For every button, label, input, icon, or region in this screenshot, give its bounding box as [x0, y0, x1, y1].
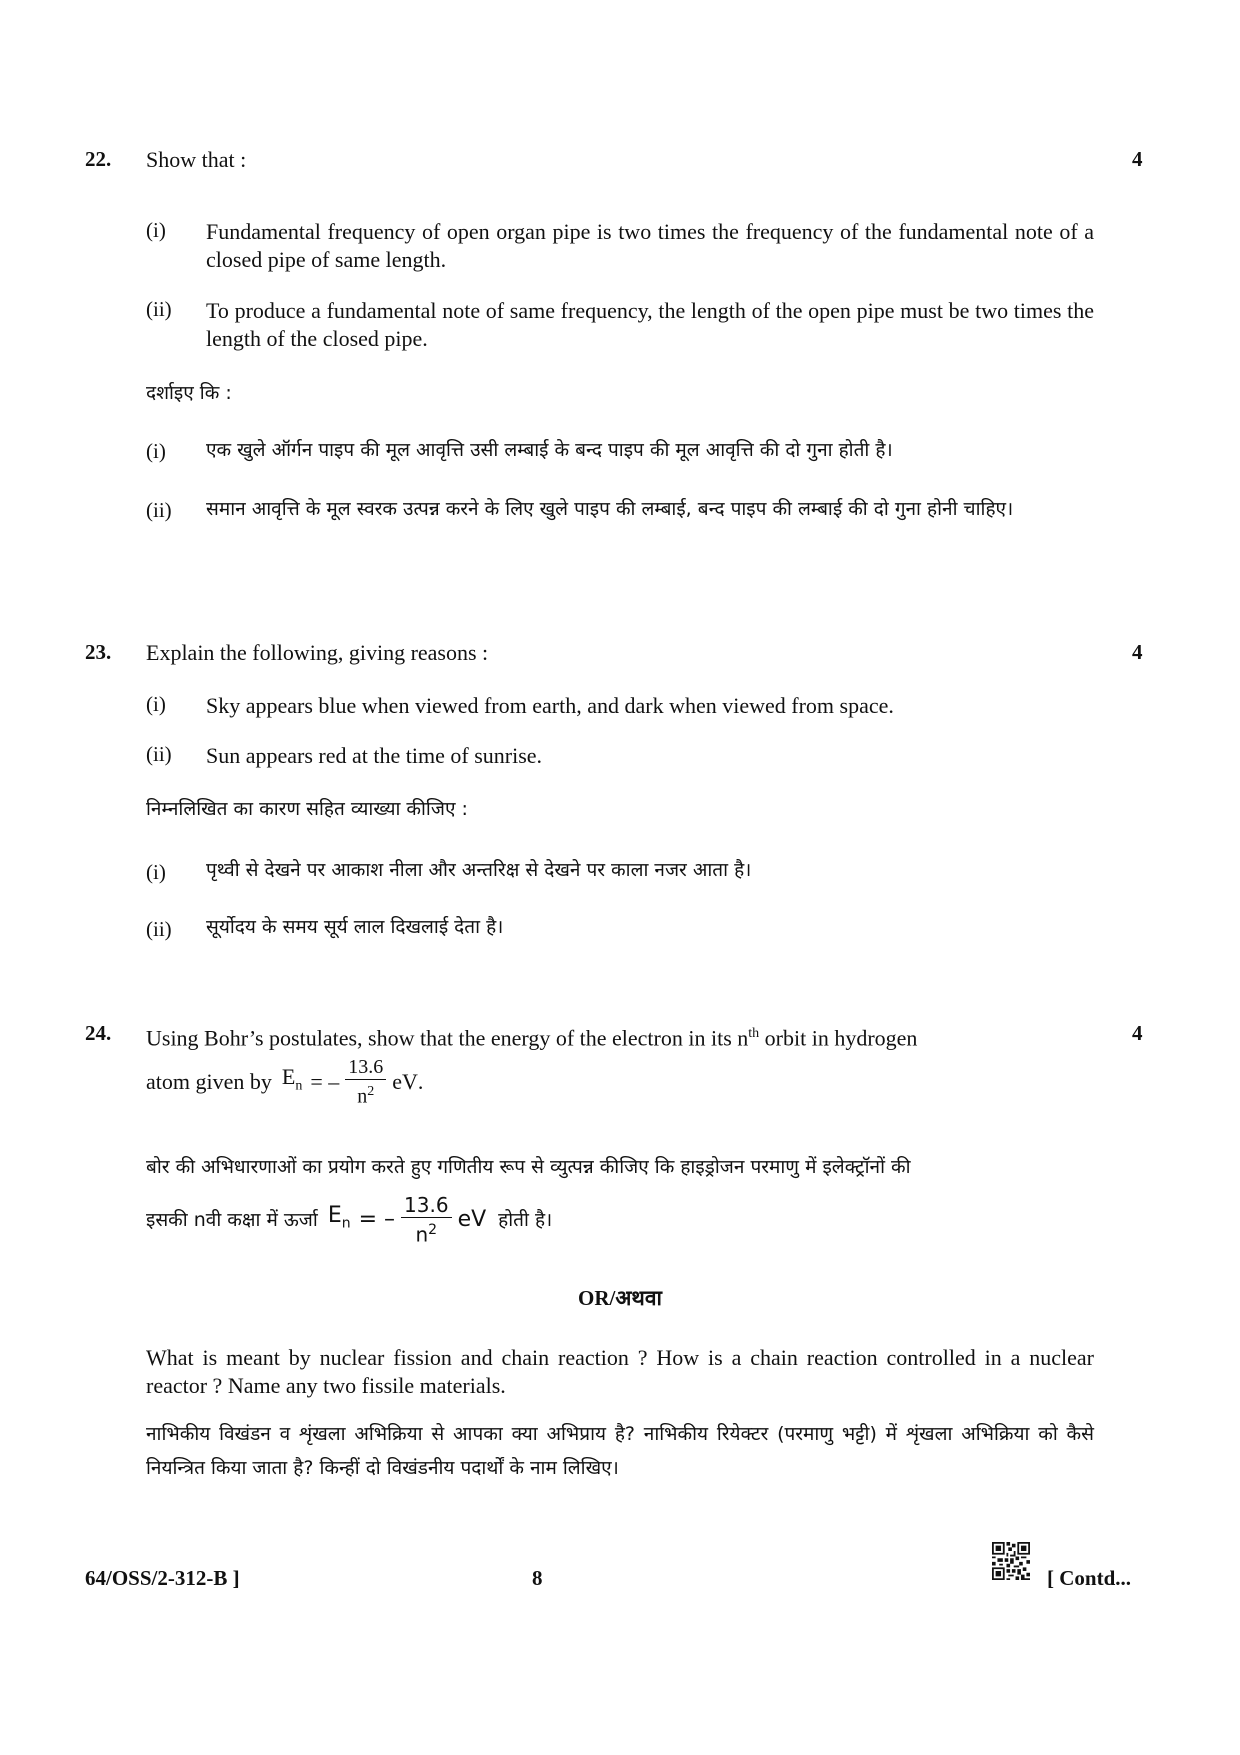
question-24-number: 24. [85, 1021, 112, 1045]
question-24-marks: 4 [1132, 1021, 1143, 1045]
q24-line1-end: orbit in hydrogen [759, 1025, 918, 1051]
question-22-number: 22. [85, 147, 112, 171]
q23-hi-item-ii-text: सूर्योदय के समय सूर्य लाल दिखलाई देता है। [206, 916, 504, 938]
q24-formula-line-hi [146, 1190, 552, 1250]
q23-item-ii-label: (ii) [146, 742, 172, 766]
formula-numerator-hi: 13.6 [401, 1193, 452, 1218]
formula-numerator: 13.6 [345, 1055, 386, 1080]
q24-formula-prefix: atom given by [146, 1069, 272, 1094]
question-22-marks: 4 [1132, 147, 1143, 171]
q24-alternative-en: What is meant by nuclear fission and chain reaction ? How is a chain reaction controlled in a nuclear reactor ? Name any two fissile materials. [146, 1345, 1094, 1398]
formula-period: . [417, 1069, 424, 1094]
formula-equals: = – [310, 1069, 340, 1094]
formula-denominator: $n^2$ [357, 1084, 375, 1108]
formula-fraction-hi [401, 1193, 452, 1247]
q22-hi-item-i-text: एक खुले ऑर्गन पाइप की मूल आवृत्ति उसी लम्बाई के बन्द पाइप की मूल आवृत्ति की दो गुना होती है। [206, 439, 893, 461]
formula-lhs-hi: $E_n$ [327, 1203, 351, 1232]
energy-formula [282, 1055, 424, 1109]
q22-item-i-text: Fundamental frequency of open organ pipe is two times the frequency of the fundamental note of a closed pipe of same length. [206, 219, 1094, 272]
q23-item-ii-text: Sun appears red at the time of sunrise. [206, 743, 543, 768]
formula-equals-hi: = – [358, 1207, 396, 1232]
q24-hi-formula-prefix: इसकी nवी कक्षा में ऊर्जा [146, 1209, 318, 1231]
q24-hi-formula-suffix: होती है। [498, 1209, 553, 1231]
page-number: 8 [532, 1566, 543, 1590]
or-separator: OR/अथवा [578, 1286, 662, 1310]
q23-item-i-label: (i) [146, 692, 166, 716]
q22-item-ii-text: To produce a fundamental note of same frequency, the length of the open pipe must be two times the length of the closed pipe. [206, 298, 1094, 351]
formula-fraction [345, 1055, 386, 1109]
q23-hi-item-ii-label: (ii) [146, 917, 172, 941]
q24-line1-start: Using Bohr’s postulates, show that the energy of the electron in its n [146, 1025, 749, 1051]
q22-hi-item-ii-label: (ii) [146, 498, 172, 522]
energy-formula-hi [328, 1193, 486, 1247]
q22-item-ii-label: (ii) [146, 297, 172, 321]
q23-item-i-text: Sky appears blue when viewed from earth, and dark when viewed from space. [206, 693, 894, 718]
q24-hindi-line1: बोर की अभिधारणाओं का प्रयोग करते हुए गणितीय रूप से व्युत्पन्न कीजिए कि हाइड्रोजन परमाणु में इलेक्ट्रॉनों की [146, 1156, 911, 1178]
question-23-prompt: Explain the following, giving reasons : [146, 640, 489, 665]
formula-denominator-hi: $n^2$ [415, 1222, 438, 1247]
q22-item-i-label: (i) [146, 218, 166, 242]
question-22-prompt: Show that : [146, 147, 247, 172]
q22-prompt-hindi: दर्शाइए कि : [146, 382, 232, 404]
q22-hi-item-i-label: (i) [146, 439, 166, 463]
formula-unit: eV [392, 1069, 418, 1094]
paper-code: 64/OSS/2-312-B ] [85, 1566, 240, 1590]
q23-hi-item-i-text: पृथ्वी से देखने पर आकाश नीला और अन्तरिक्ष से देखने पर काला नजर आता है। [206, 859, 752, 881]
q24-alternative-hi: नाभिकीय विखंडन व शृंखला अभिक्रिया से आपका क्या अभिप्राय है? नाभिकीय रियेक्टर (परमाणु भट्टी) में शृंखला अभिक्रिया को कैसे नियन्त्रित किया जाता है? किन्हीं दो विखंडनीय पदार्थों के नाम लिखिए। [146, 1423, 1094, 1479]
q23-prompt-hindi: निम्नलिखित का कारण सहित व्याख्या कीजिए : [146, 798, 468, 820]
formula-unit-hi: eV [457, 1207, 487, 1232]
formula-lhs: $E_n$ [281, 1064, 303, 1094]
q23-hi-item-i-label: (i) [146, 860, 166, 884]
question-23-marks: 4 [1132, 640, 1143, 664]
q24-superscript-th: th [748, 1026, 760, 1041]
continued-label: [ Contd... [1047, 1566, 1132, 1590]
question-23-number: 23. [85, 640, 112, 664]
q24-statement-line1 [146, 1020, 1096, 1052]
qr-code-icon [992, 1542, 1030, 1580]
q24-formula-line-en [146, 1052, 423, 1112]
q22-hi-item-ii-text: समान आवृत्ति के मूल स्वरक उत्पन्न करने के लिए खुले पाइप की लम्बाई, बन्द पाइप की लम्बाई की दो गुना होनी चाहिए। [206, 498, 1014, 520]
